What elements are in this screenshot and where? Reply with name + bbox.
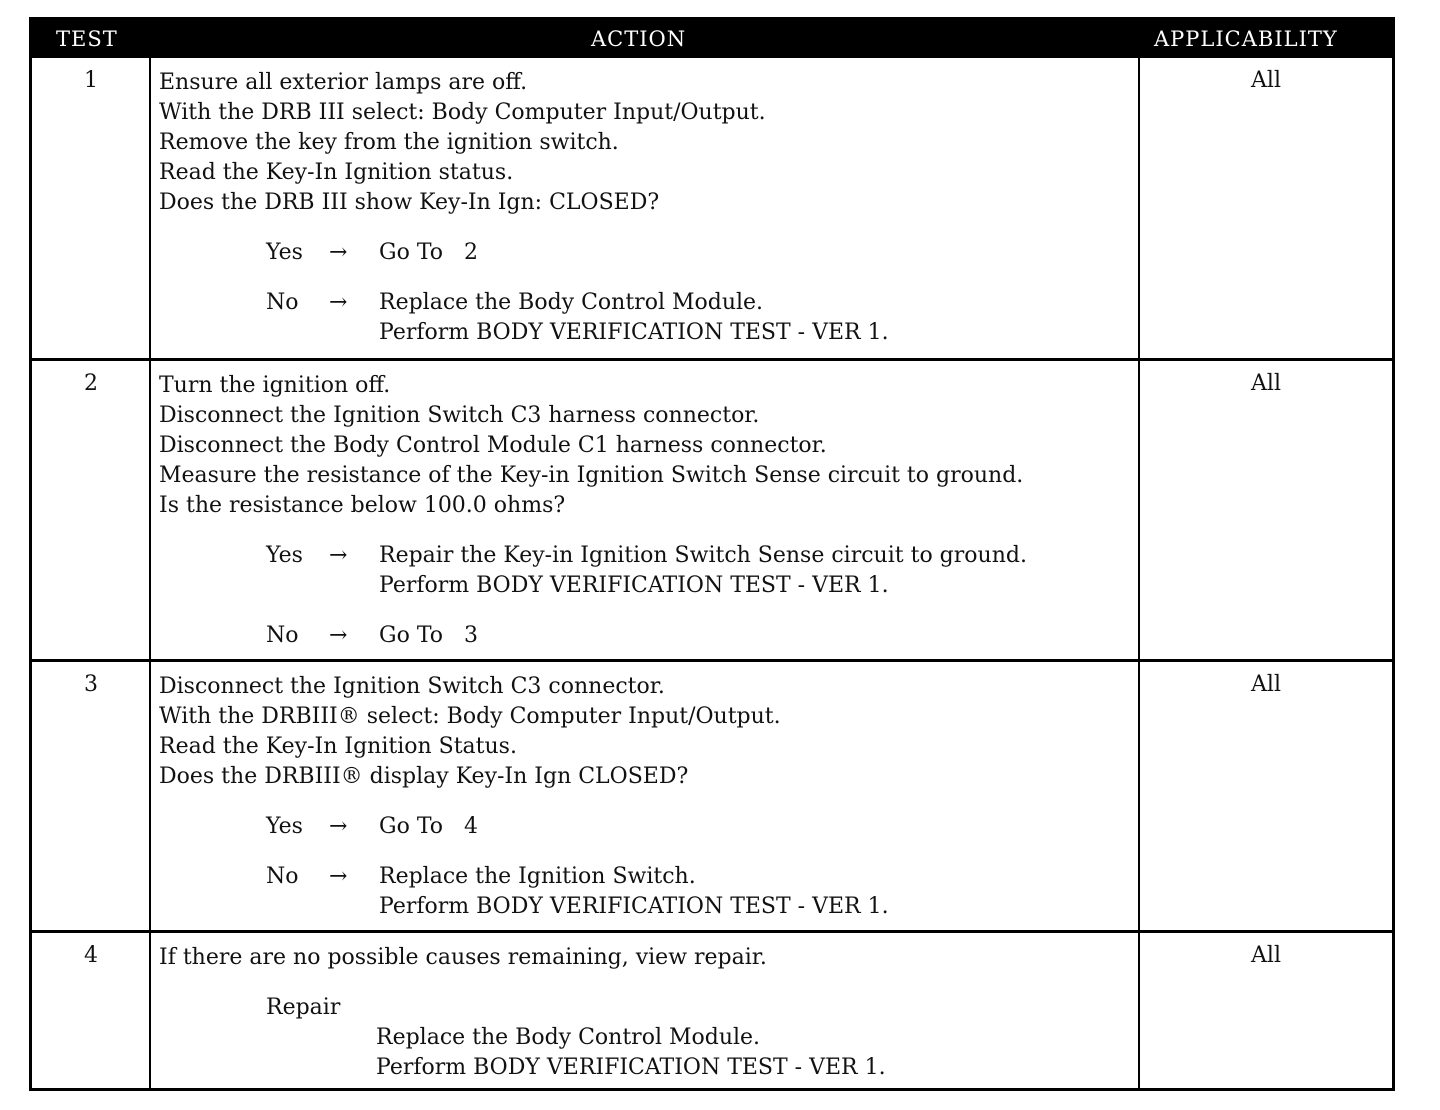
action-line: Disconnect the Ignition Switch C3 connector. [159,674,665,699]
yes-option [159,541,1027,571]
action-cell [159,371,1027,651]
action-line: Does the DRBIII® display Key-In Ign CLOSED? [159,764,689,789]
no-result-continued [159,318,889,348]
action-line: Read the Key-In Ignition status. [159,160,514,185]
test-number: 1 [84,68,98,93]
action-line: With the DRB III select: Body Computer Input/Output. [159,100,766,125]
no-option [159,621,1023,651]
yes-result: Repair the Key-in Ignition Switch Sense circuit to ground. [379,543,1027,568]
arrow-icon: → [329,290,348,315]
header-action: ACTION [591,27,687,51]
action-line: Ensure all exterior lamps are off. [159,70,528,95]
yes-label: Yes [266,240,303,265]
action-line: Disconnect the Body Control Module C1 harness connector. [159,433,827,458]
action-line: Is the resistance below 100.0 ohms? [159,493,566,518]
no-result: Replace the Body Control Module. [379,290,764,315]
repair-line1: Replace the Body Control Module. [376,1025,761,1050]
test-number: 2 [84,371,98,396]
table-row [32,358,1392,660]
no-label: No [266,290,299,315]
action-line: Remove the key from the ignition switch. [159,130,619,155]
no-result-line2: Perform BODY VERIFICATION TEST - VER 1. [379,320,889,345]
yes-label: Yes [266,543,303,568]
table-row [32,930,1392,1088]
action-line: With the DRBIII® select: Body Computer Input/Output. [159,704,781,729]
yes-label: Yes [266,814,303,839]
yes-result-line2: Perform BODY VERIFICATION TEST - VER 1. [379,573,889,598]
no-option [159,288,766,318]
diagnostic-test-table [29,17,1395,1091]
action-line: Measure the resistance of the Key-in Ignition Switch Sense circuit to ground. [159,463,1024,488]
no-label: No [266,864,299,889]
no-result: Go To 3 [379,623,478,648]
repair-line2: Perform BODY VERIFICATION TEST - VER 1. [376,1055,886,1080]
repair-action-continued [159,1053,886,1083]
action-line: Does the DRB III show Key-In Ign: CLOSED? [159,190,660,215]
repair-option [159,993,767,1023]
arrow-icon: → [329,864,348,889]
yes-option [159,238,766,268]
yes-option [159,812,781,842]
header-applicability: APPLICABILITY [1154,27,1338,51]
table-header [32,20,1392,58]
applicability-cell: All [1251,943,1281,968]
arrow-icon: → [329,543,348,568]
test-number: 4 [84,943,98,968]
action-line: Read the Key-In Ignition Status. [159,734,517,759]
action-cell [159,68,889,348]
header-test: TEST [56,27,118,51]
action-line: Turn the ignition off. [159,373,391,398]
action-cell [159,672,889,922]
arrow-icon: → [329,623,348,648]
arrow-icon: → [329,814,348,839]
applicability-cell: All [1251,371,1281,396]
action-line: If there are no possible causes remaining, view repair. [159,945,767,970]
applicability-cell: All [1251,68,1281,93]
applicability-cell: All [1251,672,1281,697]
table-row [32,58,1392,360]
repair-label: Repair [266,995,341,1020]
yes-result: Go To 4 [379,814,478,839]
arrow-icon: → [329,240,348,265]
action-line: Disconnect the Ignition Switch C3 harness connector. [159,403,760,428]
table-row [32,659,1392,931]
action-cell [159,943,886,1083]
repair-action [159,1023,767,1053]
test-number: 3 [84,672,98,697]
no-option [159,862,781,892]
yes-result-continued [159,571,1023,601]
no-result: Replace the Ignition Switch. [379,864,696,889]
no-result-continued [159,892,889,922]
no-label: No [266,623,299,648]
yes-result: Go To 2 [379,240,478,265]
no-result-line2: Perform BODY VERIFICATION TEST - VER 1. [379,894,889,919]
